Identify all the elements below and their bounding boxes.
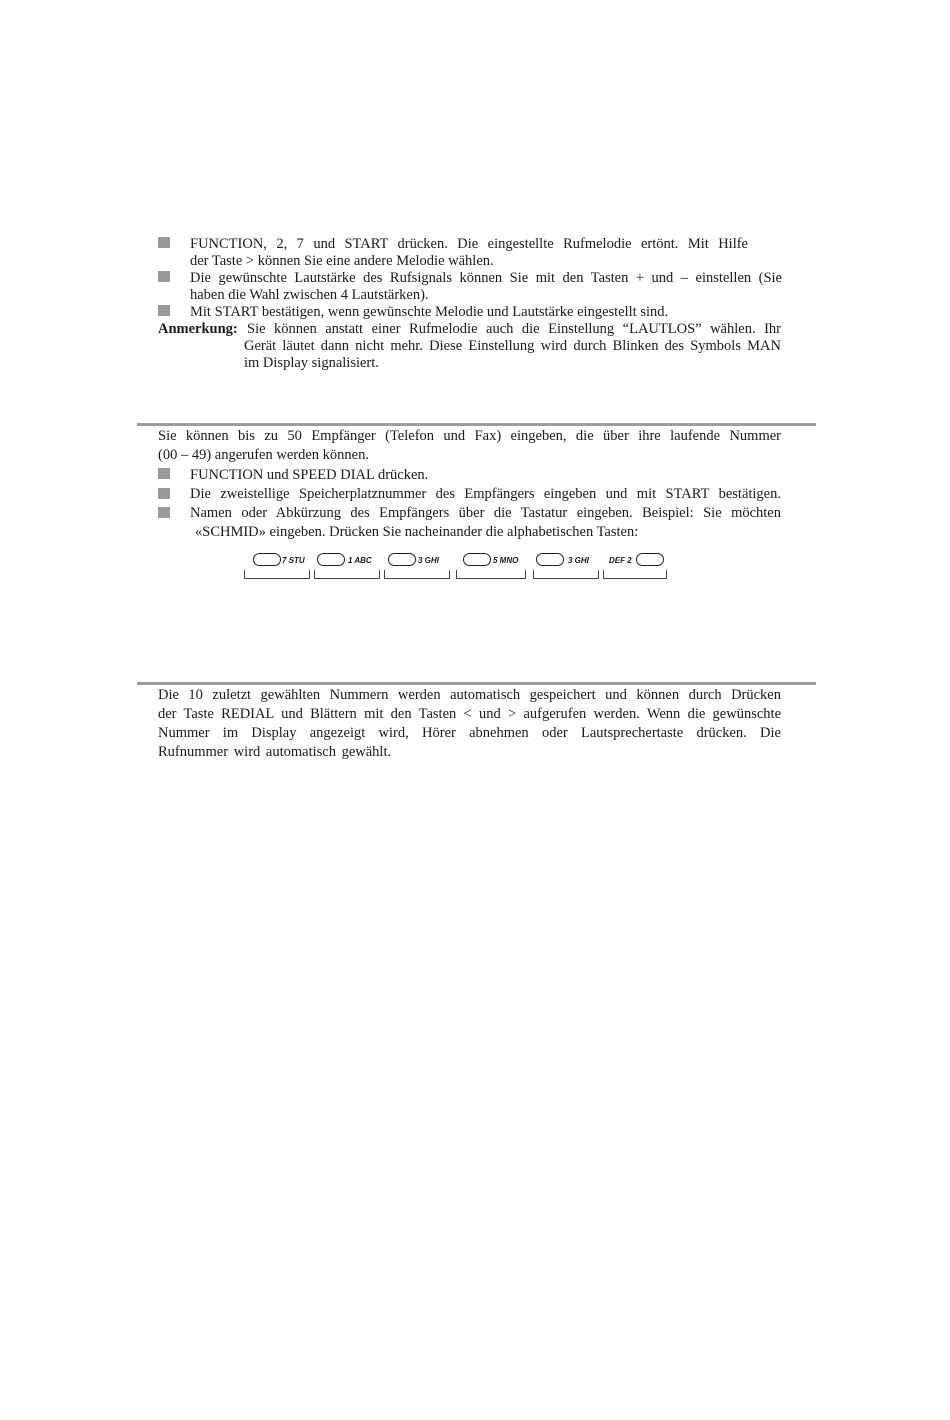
note-label: Anmerkung: [158,321,238,337]
speed-dial-step3-line2: «SCHMID» eingeben. Drücken Sie nacheinander die alphabetischen Tasten: [195,524,639,540]
note-line1: Sie können anstatt einer Rufmelodie auch die Einstellung “LAUTLOS” wählen. Ihr [247,321,781,337]
speed-dial-intro-line1: Sie können bis zu 50 Empfänger (Telefon und Fax) eingeben, die über ihre laufende Nummer [158,428,781,444]
ringer-step3: Mit START bestätigen, wenn gewünschte Melodie und Lautstärke eingestellt sind. [190,304,669,320]
speed-dial-step3-line1: Namen oder Abkürzung des Empfängers über die Tastatur eingeben. Beispiel: Sie möchten [190,505,781,521]
bullet-icon [158,507,170,518]
key-label: 7 STU [282,556,305,565]
redial-line4: Rufnummer wird automatisch gewählt. [158,744,392,760]
keypad-key-icon [536,553,564,566]
ringer-step1-line1: FUNCTION, 2, 7 und START drücken. Die eingestellte Rufmelodie ertönt. Mit Hilfe [190,236,748,252]
bullet-icon [158,488,170,499]
redial-line2: der Taste REDIAL und Blättern mit den Tasten < und > aufgerufen werden. Wenn die gewünschte [158,706,781,722]
key-label: 3 GHI [418,556,439,565]
key-group-bracket [384,570,450,579]
key-group-bracket [314,570,380,579]
note-line2: Gerät läutet dann nicht mehr. Diese Einstellung wird durch Blinken des Symbols MAN [244,338,781,354]
ringer-step2-line1: Die gewünschte Lautstärke des Rufsignals können Sie mit den Tasten + und – einstellen (Sie [190,270,782,286]
key-group-bracket [603,570,667,579]
key-label: 3 GHI [568,556,589,565]
section-divider [137,423,816,426]
speed-dial-intro-line2: (00 – 49) angerufen werden können. [158,447,369,463]
speed-dial-step1: FUNCTION und SPEED DIAL drücken. [190,467,429,483]
section-divider [137,682,816,685]
keypad-key-icon [463,553,491,566]
bullet-icon [158,237,170,248]
keypad-key-icon [253,553,281,566]
keypad-key-icon [388,553,416,566]
bullet-icon [158,271,170,282]
speed-dial-step2: Die zweistellige Speicherplatznummer des Empfängers eingeben und mit START bestätigen. [190,486,781,502]
redial-line3: Nummer im Display angezeigt wird, Hörer abnehmen oder Lautsprechertaste drücken. Die [158,725,781,741]
redial-line1: Die 10 zuletzt gewählten Nummern werden automatisch gespeichert und können durch Drücken [158,687,781,703]
bullet-icon [158,468,170,479]
ringer-step1-line2: der Taste > können Sie eine andere Melodie wählen. [190,253,494,269]
ringer-step2-line2: haben die Wahl zwischen 4 Lautstärken). [190,287,429,303]
key-group-bracket [533,570,599,579]
key-group-bracket [244,570,310,579]
keypad-key-icon [636,553,664,566]
keypad-key-icon [317,553,345,566]
key-group-bracket [456,570,526,579]
note-line3: im Display signalisiert. [244,355,379,371]
key-label: DEF 2 [609,556,632,565]
key-label: 1 ABC [348,556,372,565]
bullet-icon [158,305,170,316]
key-label: 5 MNO [493,556,519,565]
